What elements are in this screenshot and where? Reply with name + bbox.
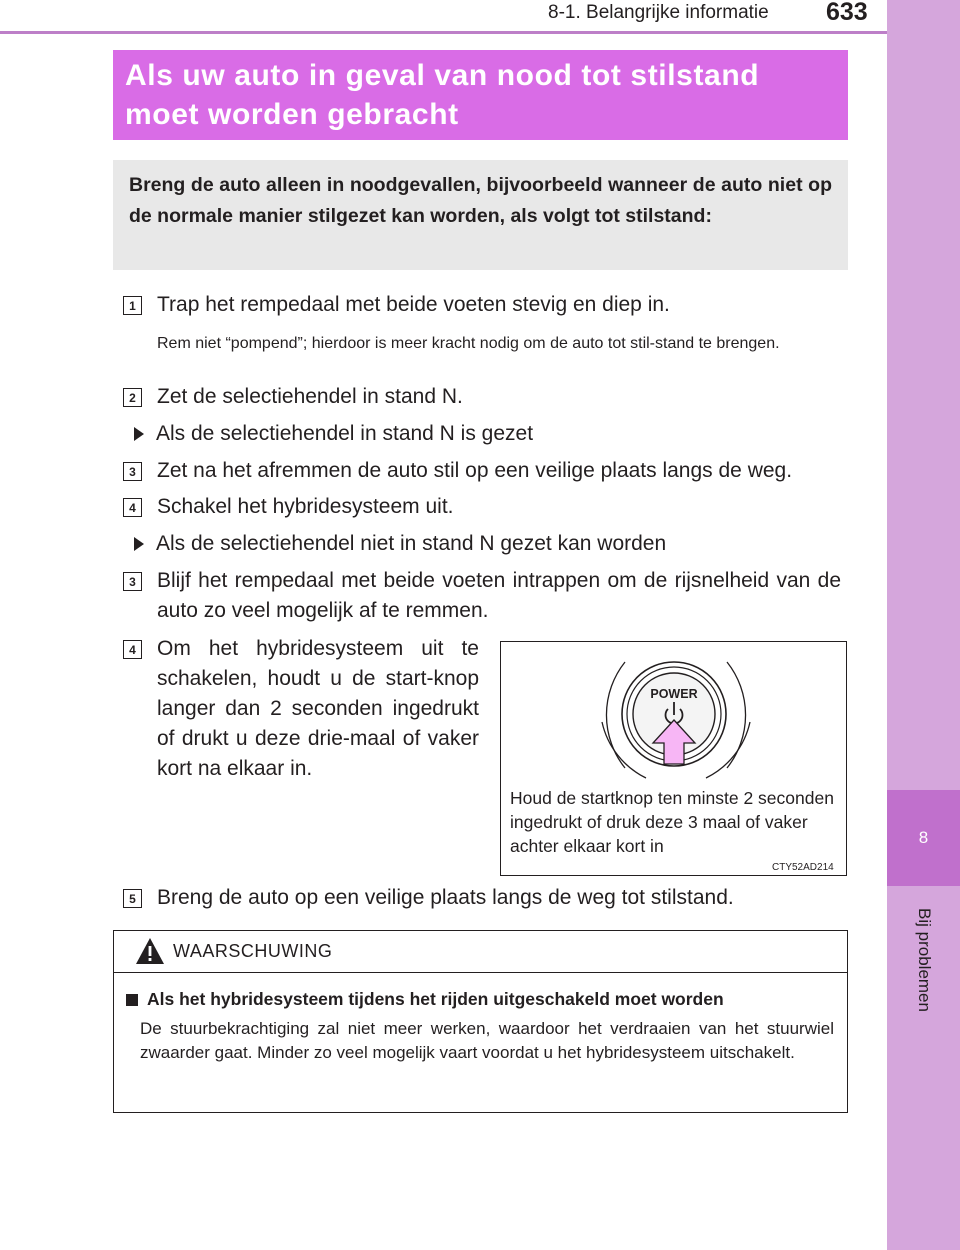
chapter-label [887, 890, 960, 1030]
step-number: 2 [123, 388, 142, 407]
step-number: 3 [123, 462, 142, 481]
power-button-icon [501, 642, 846, 792]
page-title: Als uw auto in geval van nood tot stilstand moet worden gebracht [113, 50, 848, 140]
chapter-number: 8 [887, 790, 960, 886]
step-number: 5 [123, 889, 142, 908]
figure-caption: Houd de startknop ten minste 2 seconden ingedrukt of druk deze 3 maal of vaker achter elkaar kort in [510, 788, 834, 856]
square-bullet-icon [126, 994, 138, 1006]
case-heading [134, 529, 666, 559]
step-text: Schakel het hybridesysteem uit. [157, 495, 454, 518]
step-number: 1 [123, 296, 142, 315]
step-text: Om het hybridesysteem uit te schakelen, houdt u de start-knop langer dan 2 seconden ingedrukt of drukt u deze drie-maal of vaker kort na elkaar in. [157, 637, 479, 780]
case-heading-text: Als de selectiehendel niet in stand N gezet kan worden [156, 532, 667, 555]
warning-triangle-icon [135, 937, 165, 965]
warning-box [113, 930, 848, 1113]
step-text: Zet de selectiehendel in stand N. [157, 385, 463, 408]
step-text: Blijf het rempedaal met beide voeten intrappen om de rijsnelheid van de auto zo veel mogelijk af te remmen. [157, 569, 841, 622]
step-text: Zet na het afremmen de auto stil op een veilige plaats langs de weg. [157, 459, 793, 482]
page-number: 633 [826, 0, 868, 26]
step-number: 4 [123, 498, 142, 517]
warning-header [114, 931, 847, 973]
intro-box: Breng de auto alleen in noodgevallen, bijvoorbeeld wanneer de auto niet op de normale manier stilgezet kan worden, als volgt tot stilstand: [113, 160, 848, 270]
section-heading: 8-1. Belangrijke informatie [548, 2, 769, 23]
step-note: Rem niet “pompend”; hierdoor is meer kracht nodig om de auto tot stil-stand te brengen. [157, 335, 780, 352]
case-heading-text: Als de selectiehendel in stand N is gezet [156, 422, 534, 445]
power-button-illustration [500, 641, 847, 876]
step-number: 4 [123, 640, 142, 659]
step-number: 3 [123, 572, 142, 591]
warning-label: WAARSCHUWING [173, 941, 333, 961]
warning-subtitle-text: Als het hybridesysteem tijdens het rijden uitgeschakeld moet worden [147, 989, 724, 1009]
side-tab [887, 0, 960, 1250]
step-text: Trap het rempedaal met beide voeten stevig en diep in. [157, 293, 670, 316]
warning-body: De stuurbekrachtiging zal niet meer werken, waardoor het verdraaien van het stuurwiel zwaarder gaat. Minder zo veel mogelijk vaart voordat u het hybridesysteem uitschakelt. [140, 1019, 834, 1062]
power-label: POWER [650, 687, 698, 701]
step-text: Breng de auto op een veilige plaats langs de weg tot stilstand. [157, 886, 734, 909]
triangle-bullet-icon [134, 427, 144, 441]
case-heading [134, 419, 533, 449]
warning-subtitle [126, 989, 724, 1010]
figure-code: CTY52AD214 [772, 862, 834, 873]
chapter-label-text: Bij problemen [914, 908, 934, 1012]
header-divider [0, 31, 887, 34]
triangle-bullet-icon [134, 537, 144, 551]
